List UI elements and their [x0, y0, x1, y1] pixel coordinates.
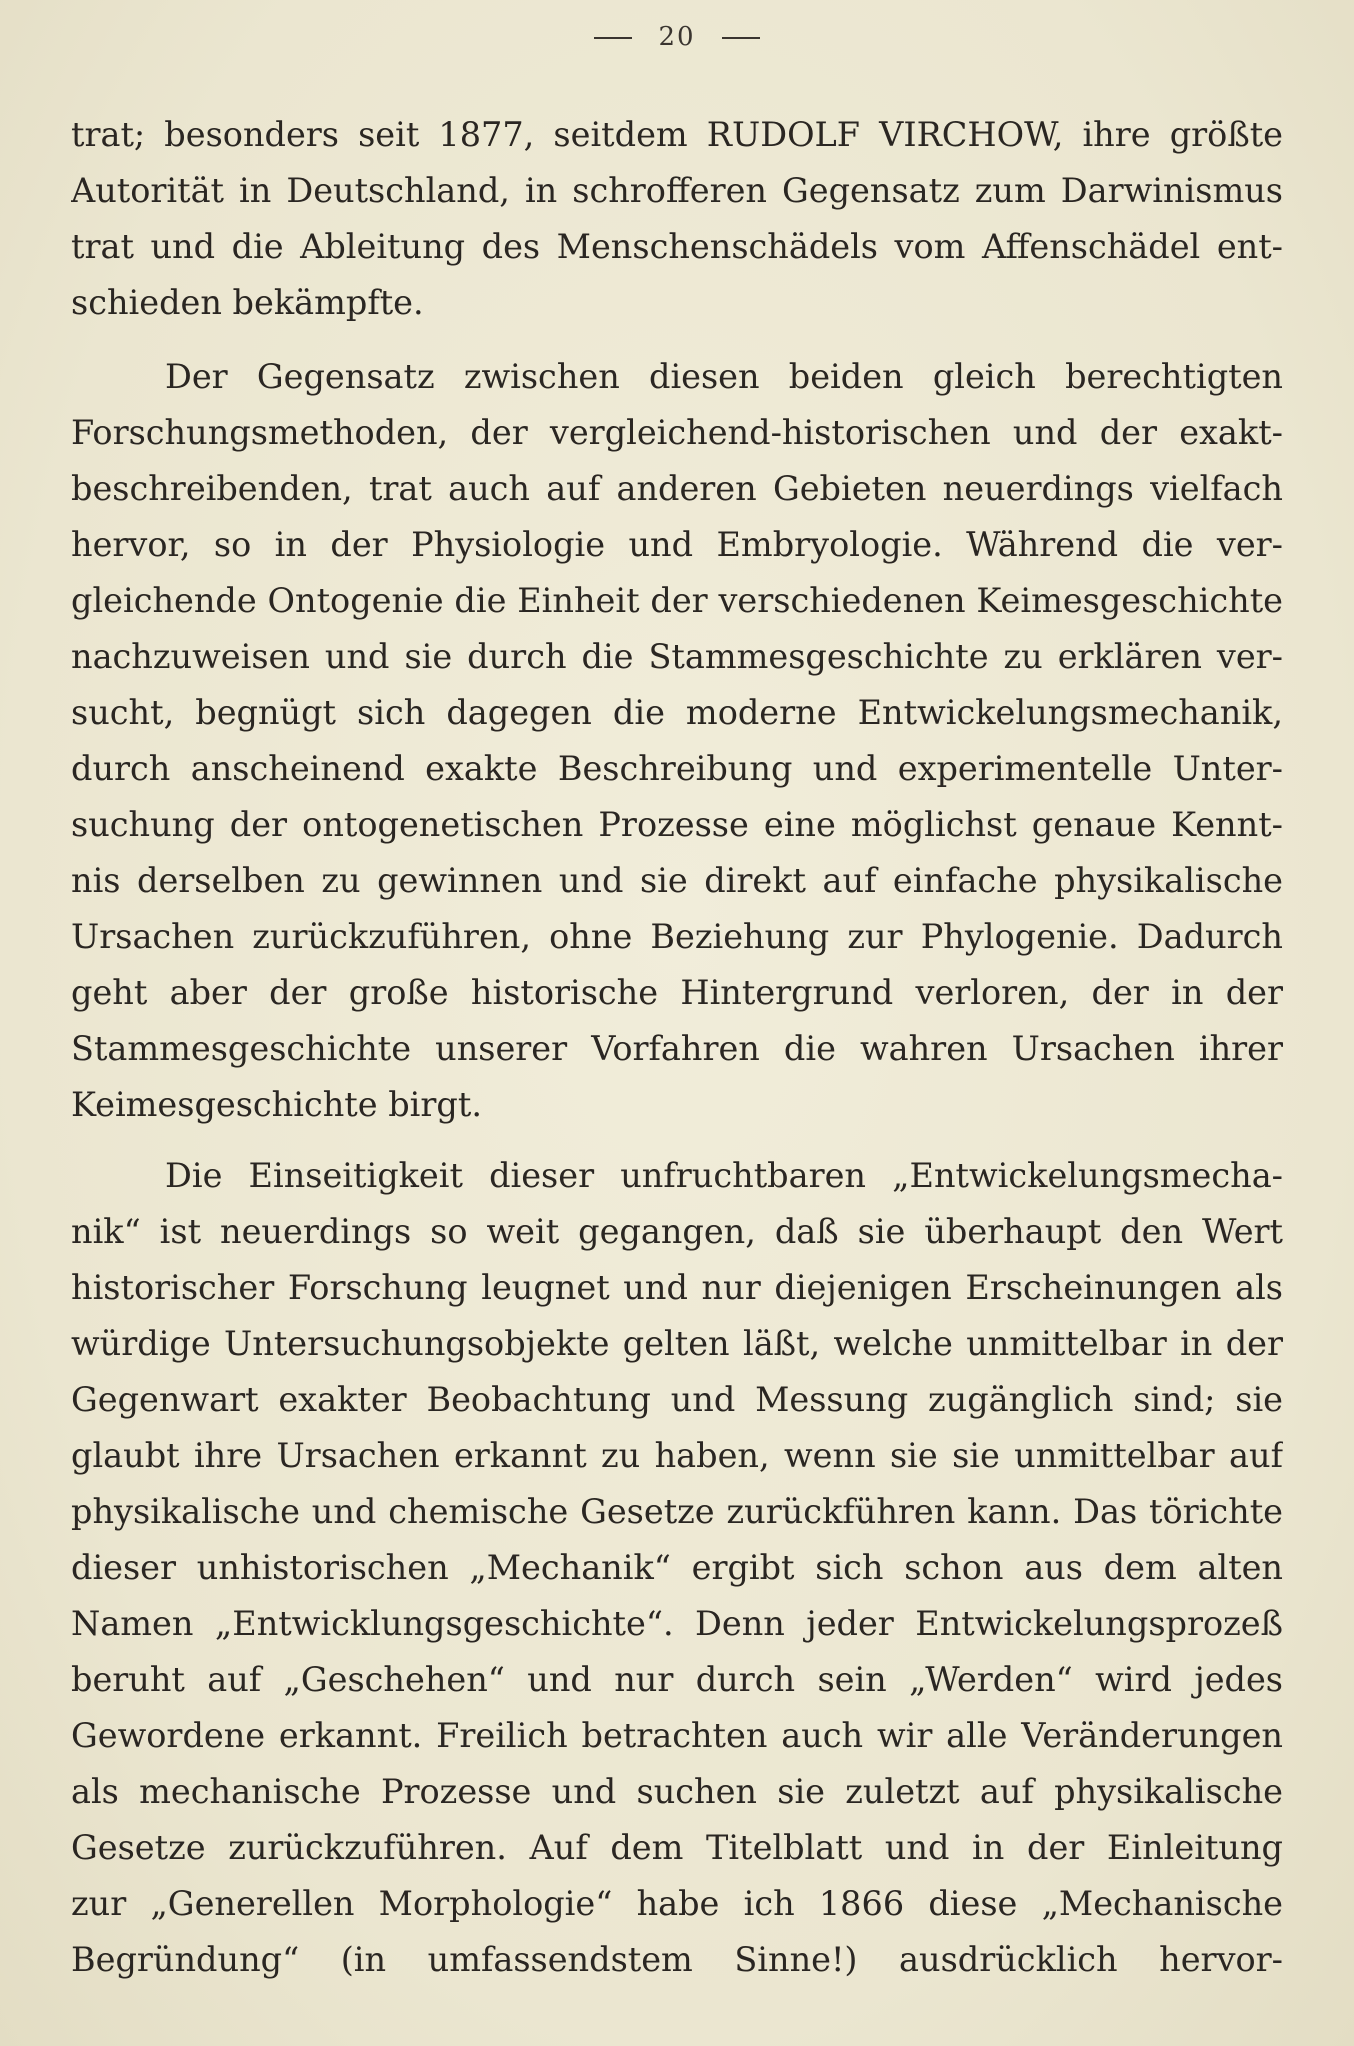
paragraph-line: sucht, begnügt sich dagegen die moderne Entwickelungsmechanik,: [71, 693, 1283, 732]
paragraph-line: würdige Untersuchungsobjekte gelten läßt, welche unmittelbar in der: [71, 1324, 1283, 1363]
paragraph-line: beschreibenden, trat auch auf anderen Gebieten neuerdings vielfach: [71, 469, 1283, 508]
paragraph-line: beruht auf „Geschehen“ und nur durch sein „Werden“ wird jedes: [71, 1660, 1283, 1699]
page-number: 20: [658, 22, 696, 52]
paragraph-line: trat; besonders seit 1877, seitdem RUDOLF VIRCHOW, ihre größte: [71, 115, 1283, 154]
paragraph-line: gleichende Ontogenie die Einheit der verschiedenen Keimesgeschichte: [71, 581, 1283, 620]
paragraph-line: als mechanische Prozesse und suchen sie zuletzt auf physikalische: [71, 1772, 1283, 1811]
paragraph-line: Forschungsmethoden, der vergleichend-historischen und der exakt-: [71, 413, 1283, 452]
paragraph-line: zur „Generellen Morphologie“ habe ich 1866 diese „Mechanische: [71, 1884, 1283, 1923]
paragraph-line: schieden bekämpfte.: [71, 283, 424, 322]
paragraph-line: hervor, so in der Physiologie und Embryologie. Während die ver-: [71, 525, 1283, 564]
paragraph-1: [71, 107, 1283, 331]
paragraph-line: Namen „Entwicklungsgeschichte“. Denn jeder Entwickelungsprozeß: [71, 1604, 1283, 1643]
paragraph-2: [71, 349, 1283, 1133]
paragraph-line: physikalische und chemische Gesetze zurückführen kann. Das törichte: [71, 1492, 1283, 1531]
paragraph-line: Ursachen zurückzuführen, ohne Beziehung zur Phylogenie. Dadurch: [71, 917, 1283, 956]
paragraph-line: dieser unhistorischen „Mechanik“ ergibt sich schon aus dem alten: [71, 1548, 1283, 1587]
paragraph-line: Gesetze zurückzuführen. Auf dem Titelblatt und in der Einleitung: [71, 1828, 1283, 1867]
paragraph-line: Keimesgeschichte birgt.: [71, 1085, 482, 1124]
paragraph-line: nis derselben zu gewinnen und sie direkt auf einfache physikalische: [71, 861, 1283, 900]
paragraph-line: nik“ ist neuerdings so weit gegangen, daß sie überhaupt den Wert: [71, 1212, 1283, 1251]
page-number-header: [0, 22, 1354, 52]
paragraph-line: Begründung“ (in umfassendstem Sinne!) ausdrücklich hervor-: [71, 1940, 1283, 1979]
paragraph-line: Die Einseitigkeit dieser unfruchtbaren „Entwickelungsmecha-: [165, 1156, 1283, 1195]
paragraph-line: nachzuweisen und sie durch die Stammesgeschichte zu erklären ver-: [71, 637, 1283, 676]
left-dash: [594, 37, 632, 39]
paragraph-line: Der Gegensatz zwischen diesen beiden gleich berechtigten: [165, 357, 1283, 396]
paragraph-line: Gewordene erkannt. Freilich betrachten auch wir alle Veränderungen: [71, 1716, 1283, 1755]
paragraph-line: trat und die Ableitung des Menschenschädels vom Affenschädel ent-: [71, 227, 1283, 266]
paragraph-line: historischer Forschung leugnet und nur diejenigen Erscheinungen als: [71, 1268, 1283, 1307]
right-dash: [722, 37, 760, 39]
paragraph-3: [71, 1148, 1283, 1988]
paragraph-line: glaubt ihre Ursachen erkannt zu haben, wenn sie sie unmittelbar auf: [71, 1436, 1283, 1475]
paragraph-line: suchung der ontogenetischen Prozesse eine möglichst genaue Kennt-: [71, 805, 1283, 844]
paragraph-line: Autorität in Deutschland, in schrofferen Gegensatz zum Darwinismus: [71, 171, 1283, 210]
paragraph-line: Stammesgeschichte unserer Vorfahren die wahren Ursachen ihrer: [71, 1029, 1283, 1068]
paragraph-line: Gegenwart exakter Beobachtung und Messung zugänglich sind; sie: [71, 1380, 1283, 1419]
paragraph-line: durch anscheinend exakte Beschreibung und experimentelle Unter-: [71, 749, 1283, 788]
paragraph-line: geht aber der große historische Hintergrund verloren, der in der: [71, 973, 1283, 1012]
